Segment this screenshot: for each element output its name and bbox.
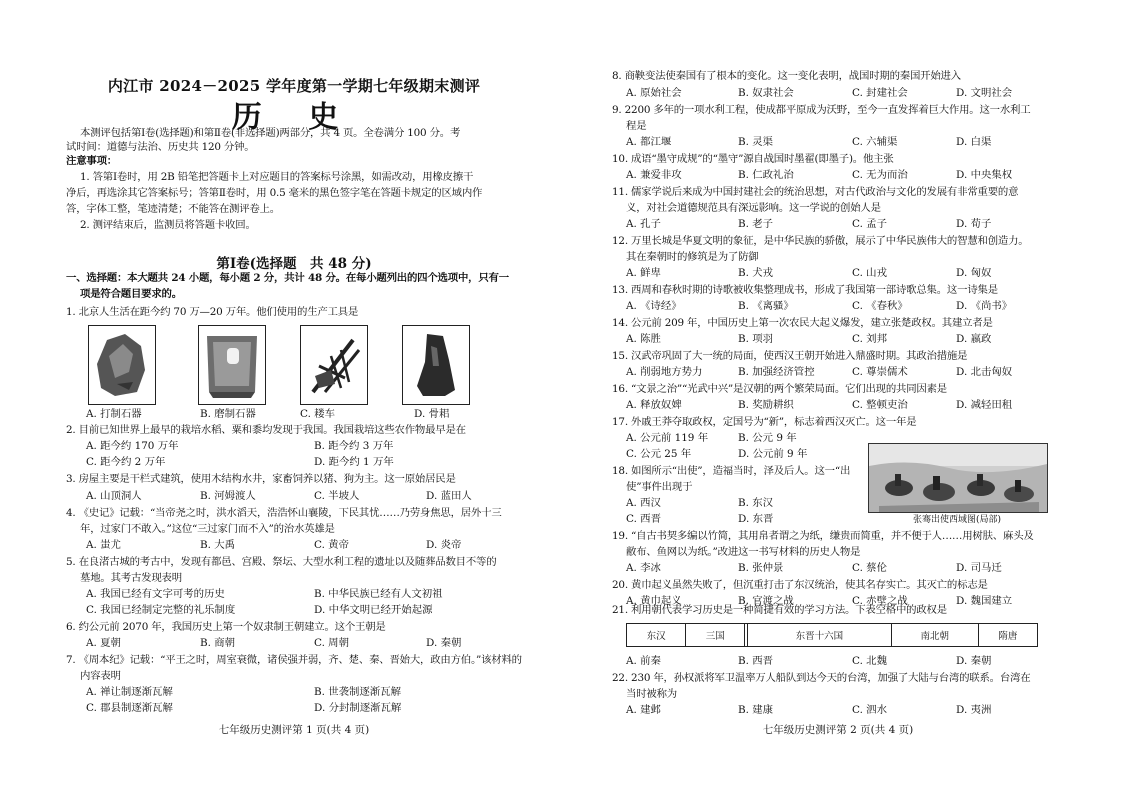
option: B. 奖励耕织 [738, 399, 794, 411]
question-17: 17. 外戚王莽夺取政权，定国号为“新”，标志着西汉灭亡。这一年是 [612, 416, 917, 428]
q3-options [66, 490, 522, 503]
exam-page-2 [612, 0, 1064, 793]
option: C. 封建社会 [852, 87, 908, 99]
question-18: 18. 如图所示“出使”，造福当时，泽及后人。这一“出 [612, 465, 851, 477]
question-4: 4. 《史记》记载：“当帝尧之时，洪水滔天，浩浩怀山襄陵，下民其忧……乃劳身焦思，居外十三 [66, 507, 502, 519]
note-line: 1. 答第Ⅰ卷时，用 2B 铅笔把答题卡上对应题目的答案标号涂黑，如需改动，用橡皮擦干 [80, 171, 474, 183]
option: C. 山戎 [852, 267, 887, 279]
option: B. 犬戎 [738, 267, 774, 279]
option: A. 黄巾起义 [626, 595, 682, 607]
option: A. 建邺 [626, 704, 661, 716]
option: C. 整顿吏治 [852, 399, 908, 411]
option: B. 公元 9 年 [738, 432, 797, 444]
question-13: 13. 西周和春秋时期的诗歌被收集整理成书，形成了我国第一部诗歌总集。这一诗集是 [612, 284, 998, 296]
option: A. 公元前 119 年 [626, 432, 709, 444]
question-9: 程是 [626, 120, 647, 132]
option: D. 秦朝 [956, 655, 992, 667]
dynasty-cell: 南北朝 [891, 624, 978, 647]
option: D. 匈奴 [956, 267, 992, 279]
option: A. 山顶洞人 [86, 490, 142, 502]
option: D. 秦朝 [426, 637, 462, 649]
page-footer: 七年级历史测评第 2 页(共 4 页) [762, 724, 914, 736]
question-6: 6. 约公元前 2070 年，我国历史上第一个奴隶制王朝建立。这个王朝是 [66, 621, 386, 633]
option: A. 释放奴婢 [626, 399, 682, 411]
question-4: 年，过家门不敢入。”这位“三过家门而不入”的治水英雄是 [80, 523, 335, 535]
option: B. 磨制石器 [200, 408, 256, 420]
instruction-line: 一、选择题：本大题共 24 小题，每小题 2 分，共计 48 分。在每小题列出的四个选项中，只有一 [66, 272, 509, 284]
dynasty-table [626, 623, 1038, 647]
question-1: 1. 北京人生活在距今约 70 万—20 万年。他们使用的生产工具是 [66, 306, 359, 318]
option: A. 夏朝 [86, 637, 121, 649]
dynasty-cell: 三国 [686, 624, 745, 647]
question-19: 19. “自古书契多编以竹简，其用帛者谓之为纸，缣贵而简重，并不便于人……用树肤、麻头及 [612, 530, 1034, 542]
option: A. 陈胜 [626, 333, 661, 345]
option: D. 公元前 9 年 [738, 448, 808, 460]
q10-options [612, 169, 1064, 182]
option: C. 郡县制逐渐瓦解 [86, 702, 173, 714]
option: B. 东汉 [738, 497, 774, 509]
option: D. 夷洲 [956, 704, 992, 716]
option: A. 兼爱非攻 [626, 169, 682, 181]
option: A. 原始社会 [626, 87, 682, 99]
question-8: 8. 商鞅变法使秦国有了根本的变化。这一变化表明，战国时期的秦国开始进入 [612, 70, 961, 82]
option: B. 河姆渡人 [200, 490, 256, 502]
option: C. 刘邦 [852, 333, 887, 345]
q5-options [66, 604, 522, 617]
option: D. 分封制逐渐瓦解 [314, 702, 402, 714]
option: C. 耧车 [300, 408, 335, 420]
question-21: 21. 利用朝代表学习历史是一种简捷有效的学习方法。下表空格中的政权是 [612, 604, 947, 616]
option: A. 距今约 170 万年 [86, 440, 179, 452]
question-5: 墓地。其考古发现表明 [80, 572, 182, 584]
option: D. 东晋 [738, 513, 774, 525]
exam-page-1 [66, 0, 522, 793]
option: A. 《诗经》 [626, 300, 682, 312]
option: C. 赤壁之战 [852, 595, 908, 607]
question-15: 15. 汉武帝巩固了大一统的局面，使西汉王朝开始进入鼎盛时期。其政治措施是 [612, 350, 968, 362]
section-heading: 第Ⅰ卷(选择题 共 48 分) [216, 256, 372, 272]
question-7: 7. 《周本纪》记载：“平王之时，周室衰微，诸侯强并弱，齐、楚、秦、晋始大，政由方伯。”该材料的 [66, 654, 522, 666]
option: B. 建康 [738, 704, 774, 716]
option: A. 鲜卑 [626, 267, 661, 279]
q13-options [612, 300, 1064, 313]
option: D. 北击匈奴 [956, 366, 1013, 378]
option: A. 孔子 [626, 218, 661, 230]
q19-options [612, 562, 1064, 575]
note-line: 2. 测评结束后，监测员将答题卡收回。 [80, 219, 256, 231]
question-12: 其在秦朝时的修筑是为了防御 [626, 251, 759, 263]
option: D. 文明社会 [956, 87, 1013, 99]
q6-options [66, 637, 522, 650]
option: A. 前秦 [626, 655, 661, 667]
option: B. 中华民族已经有人文初祖 [314, 588, 443, 600]
q5-options [66, 588, 522, 601]
q9-options [612, 136, 1064, 149]
option: C. 六辅渠 [852, 136, 898, 148]
option: D. 炎帝 [426, 539, 462, 551]
option: B. 项羽 [738, 333, 774, 345]
note-line: 净后，再选涂其它答案标号；答第Ⅱ卷时，用 0.5 毫米的黑色签字笔在答题卡规定的区域内作 [66, 187, 483, 199]
option: C. 《春秋》 [852, 300, 908, 312]
option: B. 官渡之战 [738, 595, 794, 607]
option: C. 北魏 [852, 655, 887, 667]
question-19: 敝布、鱼网以为纸。”改进这一书写材料的历史人物是 [626, 546, 861, 558]
q2-options [66, 440, 522, 453]
question-22: 22. 230 年，孙权派将军卫温率万人船队到达今天的台湾，加强了大陆与台湾的联系。台湾在 [612, 672, 1031, 684]
option: D. 骨耜 [414, 408, 450, 420]
question-12: 12. 万里长城是华夏文明的象征，是中华民族的骄傲，展示了中华民族伟大的智慧和创造力。 [612, 235, 1029, 247]
q12-options [612, 267, 1064, 280]
q1-options [66, 408, 522, 421]
option: A. 西汉 [626, 497, 661, 509]
option: C. 泗水 [852, 704, 887, 716]
note-line: 答，字体工整，笔迹清楚；不能答在测评卷上。 [66, 203, 281, 215]
q7-options [66, 702, 522, 715]
option: B. 大禹 [200, 539, 236, 551]
q2-options [66, 456, 522, 469]
question-3: 3. 房屋主要是干栏式建筑，使用木结构水井，家畜饲养以猪、狗为主。这一原始居民是 [66, 473, 456, 485]
option: C. 西晋 [626, 513, 661, 525]
option: B. 加强经济管控 [738, 366, 815, 378]
option: B. 西晋 [738, 655, 774, 667]
option: D. 司马迁 [956, 562, 1002, 574]
option: C. 周朝 [314, 637, 349, 649]
instruction-line: 项是符合题目要求的。 [80, 288, 182, 300]
option: C. 距今约 2 万年 [86, 456, 166, 468]
option: A. 削弱地方势力 [626, 366, 703, 378]
q18-options [612, 513, 1064, 526]
option: A. 我国已经有文字可考的历史 [86, 588, 225, 600]
dynasty-cell: 隋唐 [978, 624, 1037, 647]
option: D. 白渠 [956, 136, 992, 148]
question-5: 5. 在良渚古城的考古中，发现有都邑、宫殿、祭坛、大型水利工程的遗址以及随葬品数目不等的 [66, 556, 497, 568]
question-2: 2. 目前已知世界上最早的栽培水稻、粟和黍均发现于我国。我国栽培这些农作物最早是在 [66, 424, 466, 436]
option: C. 孟子 [852, 218, 887, 230]
q4-options [66, 539, 522, 552]
option: B. 世袭制逐渐瓦解 [314, 686, 401, 698]
option: D. 减轻田租 [956, 399, 1013, 411]
option: B. 商朝 [200, 637, 236, 649]
option: B. 距今约 3 万年 [314, 440, 394, 452]
option: D. 中华文明已经开始起源 [314, 604, 433, 616]
option: A. 蚩尤 [86, 539, 121, 551]
question-22: 当时被称为 [626, 688, 677, 700]
polished-stone-image [198, 325, 266, 405]
dynasty-cell: 东汉 [627, 624, 686, 647]
question-9: 9. 2200 多年的一项水利工程，使成都平原成为沃野，至今一直发挥着巨大作用。这一水利工 [612, 104, 1031, 116]
q22-options [612, 704, 1064, 717]
q16-options [612, 399, 1064, 412]
exam-title: 内江市 2024－2025 学年度第一学期七年级期末测评 [107, 77, 481, 95]
option: C. 我国已经制定完整的礼乐制度 [86, 604, 236, 616]
image-caption: 张骞出使西域图(局部) [912, 515, 1002, 525]
q14-options [612, 333, 1064, 346]
option: C. 尊崇儒术 [852, 366, 908, 378]
option: C. 公元 25 年 [626, 448, 692, 460]
question-16: 16. “文景之治”“光武中兴”是汉朝的两个繁荣局面。它们出现的共同因素是 [612, 383, 948, 395]
intro-line: 试时间：道德与法治、历史共 120 分钟。 [66, 141, 255, 153]
question-11: 11. 儒家学说后来成为中国封建社会的统治思想，对古代政治与文化的发展有非常重要的意 [612, 186, 1019, 198]
option: D. 魏国建立 [956, 595, 1013, 607]
option: C. 黄帝 [314, 539, 349, 551]
q11-options [612, 218, 1064, 231]
q21-options [612, 655, 1064, 668]
option: D. 《尚书》 [956, 300, 1013, 312]
option: B. 老子 [738, 218, 774, 230]
option: D. 嬴政 [956, 333, 992, 345]
option: B. 灵渠 [738, 136, 774, 148]
question-11: 义，对社会道德规范具有深远影响。这一学说的创始人是 [626, 202, 881, 214]
option: D. 距今约 1 万年 [314, 456, 394, 468]
option: B. 仁政礼治 [738, 169, 794, 181]
option: B. 《离骚》 [738, 300, 794, 312]
dynasty-cell: 东晋十六国 [748, 624, 891, 647]
option: A. 都江堰 [626, 136, 672, 148]
notes-title: 注意事项： [66, 155, 117, 167]
option: C. 蔡伦 [852, 562, 887, 574]
option: A. 李冰 [626, 562, 661, 574]
option: A. 打制石器 [86, 408, 142, 420]
question-14: 14. 公元前 209 年，中国历史上第一次农民大起义爆发，建立张楚政权。其建立者是 [612, 317, 993, 329]
seed-drill-image [300, 325, 368, 405]
question-20: 20. 黄巾起义虽然失败了，但沉重打击了东汉统治，使其名存实亡。其灭亡的标志是 [612, 579, 988, 591]
option: C. 半坡人 [314, 490, 360, 502]
option: B. 张仲景 [738, 562, 784, 574]
intro-line: 本测评包括第Ⅰ卷(选择题)和第Ⅱ卷(非选择题)两部分，共 4 页。全卷满分 100 分。考 [80, 127, 461, 139]
subject-title: 历 史 [231, 100, 357, 135]
page-footer: 七年级历史测评第 1 页(共 4 页) [218, 724, 370, 736]
question-10: 10. 成语“墨守成规”的“墨守”源自战国时墨翟(即墨子)。他主张 [612, 153, 894, 165]
option: D. 荀子 [956, 218, 992, 230]
bone-spade-image [402, 325, 470, 405]
option: C. 无为而治 [852, 169, 908, 181]
q7-options [66, 686, 522, 699]
stone-tool-image [88, 325, 156, 405]
q15-options [612, 366, 1064, 379]
question-18: 使”事件出现于 [626, 481, 693, 493]
option: B. 奴隶社会 [738, 87, 794, 99]
question-7: 内容表明 [80, 670, 121, 682]
q18-options [612, 497, 1064, 510]
option: D. 中央集权 [956, 169, 1013, 181]
q8-options [612, 87, 1064, 100]
option: D. 蓝田人 [426, 490, 472, 502]
option: A. 禅让制逐渐瓦解 [86, 686, 173, 698]
